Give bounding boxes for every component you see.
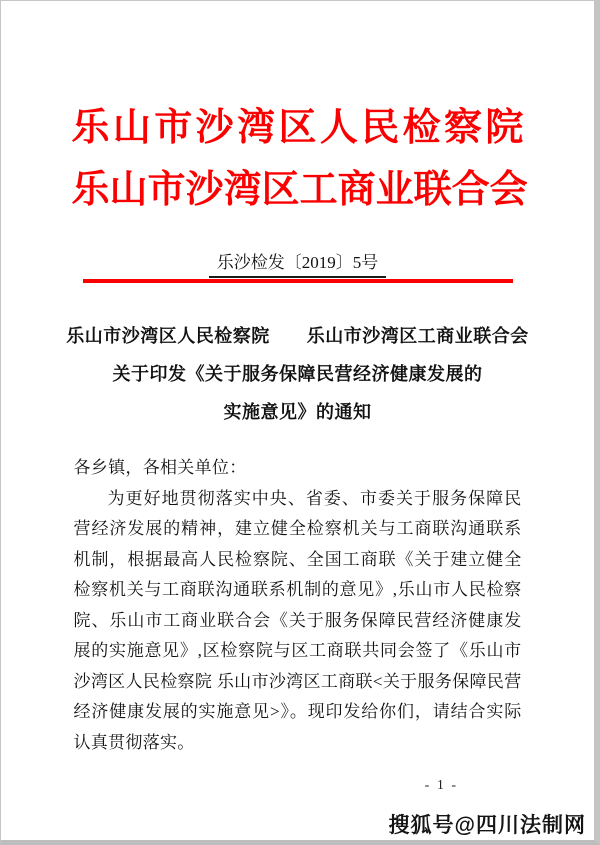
- title-line-3: 实施意见》的通知: [223, 402, 372, 422]
- org-name-line-1: 乐 山 市 沙 湾 区 人 民 检 察 院: [71, 107, 524, 149]
- body-paragraph: 为更好地贯彻落实中央、省委、市委关于服务保障民营经济发展的精神，建立健全检察机关与工商联沟通联系机制，根据最高人民检察院、全国工商联《关于建立健全检察机关与工商联沟通联系机制的意见》,乐山市人民检察院、乐山市工商业联合会《关于服务保障民营经济健康发展的实施意见》,区检察院与区工商联共同会签了《乐山市沙湾区人民检察院 乐山市沙湾区工商联<关于服务保障民营经济健康发展的实施意见>》。现印发给你们，请结合实际认真贯彻落实。: [73, 488, 522, 752]
- page-number: - 1 -: [424, 778, 458, 793]
- red-divider-line: [83, 279, 513, 283]
- document-body: [74, 453, 522, 758]
- org-name-line-2: 乐 山 市 沙 湾 区 工 商 业 联 合 会: [71, 169, 528, 211]
- letterhead: [1, 1, 594, 211]
- watermark: 搜狐号@四川法制网: [388, 814, 586, 837]
- title-line-1: 乐山市沙湾区人民检察院 乐山市沙湾区工商业联合会: [66, 326, 529, 346]
- document-title: [1, 317, 594, 431]
- doc-number-row: [1, 253, 594, 278]
- title-line-2: 关于印发《关于服务保障民营经济健康发展的: [112, 364, 483, 384]
- salutation: 各乡镇，各相关单位：: [73, 458, 247, 477]
- doc-number: 乐沙检发〔2019〕5号: [209, 253, 387, 278]
